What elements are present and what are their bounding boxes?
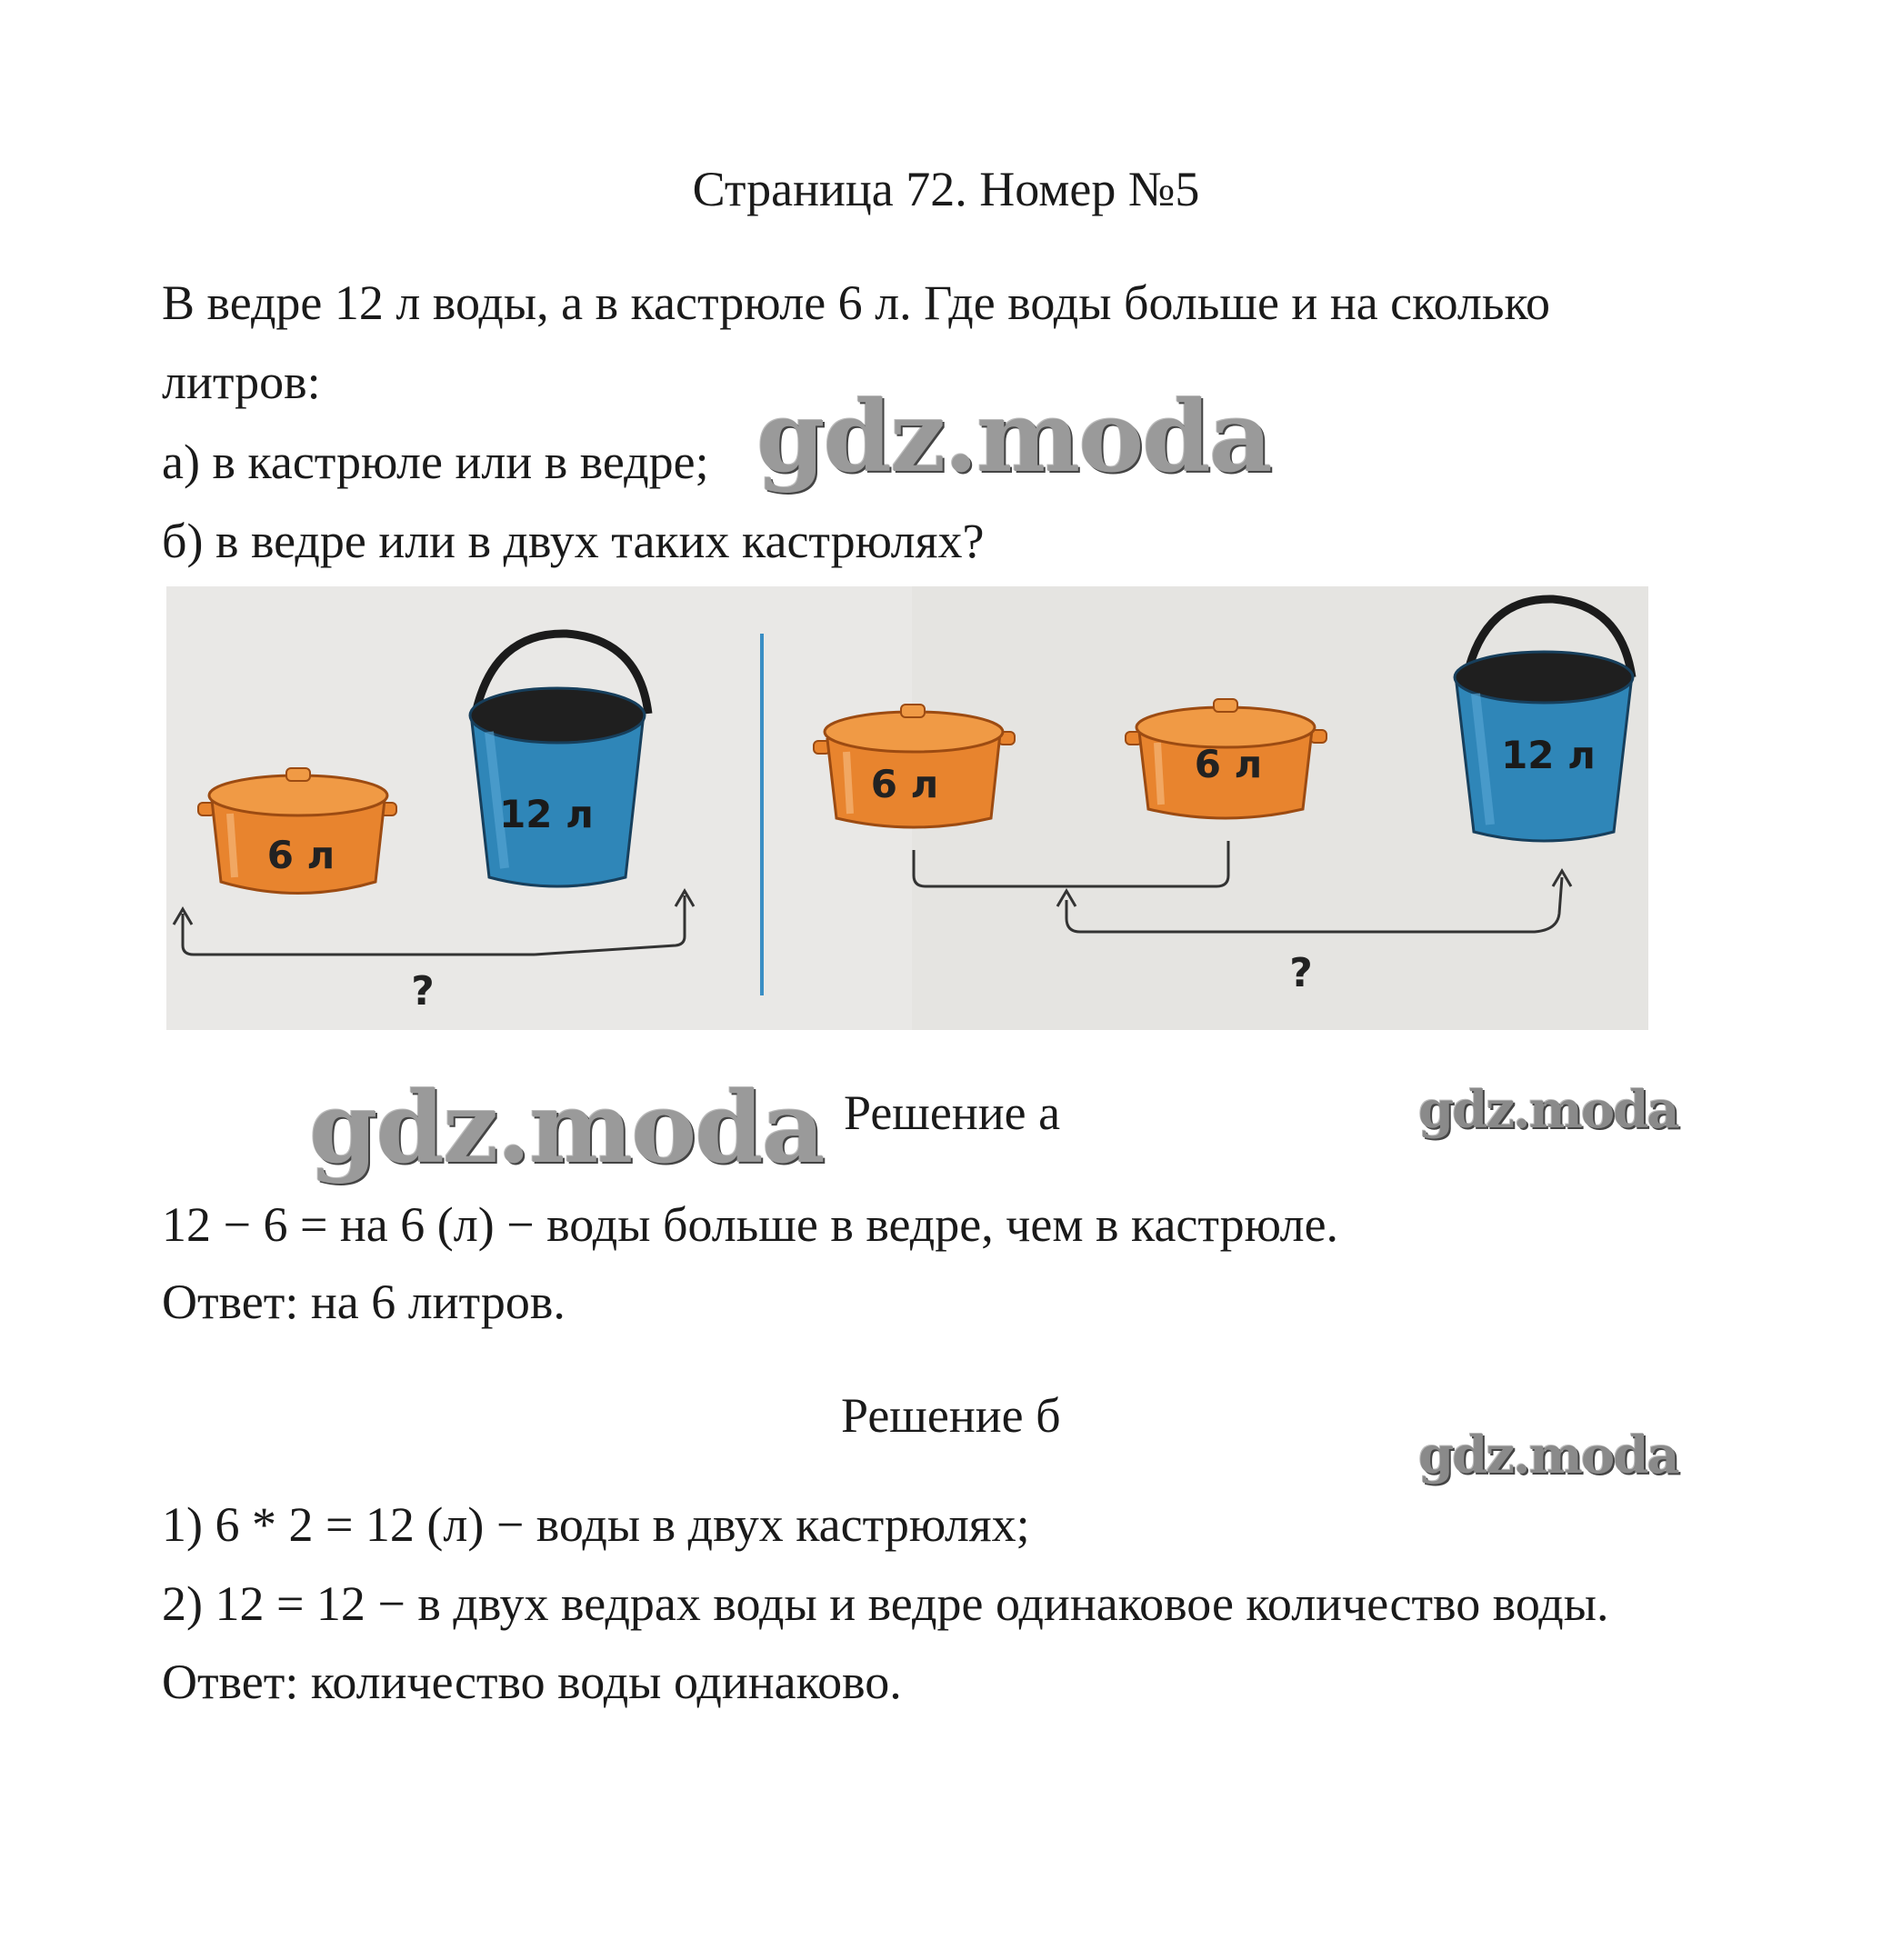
watermark-logo: gdz.moda — [309, 1071, 824, 1185]
left-question: ? — [411, 968, 435, 1015]
left-pot-label: 6 л — [266, 833, 335, 877]
right-question: ? — [1289, 950, 1313, 996]
solution-a-heading: Решение а — [844, 1085, 1061, 1140]
solution-a-line-1: 12 − 6 = на 6 (л) − воды больше в ведре, чем в кастрюле. — [162, 1197, 1339, 1252]
page-title: Страница 72. Номер №5 — [692, 162, 1200, 216]
right-pot-1-label: 6 л — [870, 762, 939, 806]
right-bucket-label: 12 л — [1501, 733, 1596, 777]
solution-b-answer: Ответ: количество воды одинаково. — [162, 1655, 902, 1709]
right-pot-2-label: 6 л — [1194, 742, 1263, 786]
watermark-logo: gdz.moda — [1418, 1080, 1678, 1140]
solution-b-line-2: 2) 12 = 12 − в двух ведрах воды и ведре одинаковое количество воды. — [162, 1576, 1609, 1631]
task-line-4: б) в ведре или в двух таких кастрюлях? — [162, 514, 985, 568]
task-line-2: литров: — [162, 355, 321, 409]
solution-b-line-1: 1) 6 * 2 = 12 (л) − воды в двух кастрюлях; — [162, 1497, 1030, 1552]
task-illustration — [166, 586, 1648, 1030]
task-line-3: а) в кастрюле или в ведре; — [162, 435, 709, 489]
left-bucket-label: 12 л — [499, 792, 594, 836]
solution-b-heading: Решение б — [841, 1388, 1061, 1443]
illustration-svg — [166, 586, 1648, 1030]
solution-a-answer: Ответ: на 6 литров. — [162, 1275, 566, 1329]
watermark-logo: gdz.moda — [756, 380, 1271, 495]
watermark-logo: gdz.moda — [1418, 1425, 1678, 1485]
task-line-1: В ведре 12 л воды, а в кастрюле 6 л. Где воды больше и на сколько — [162, 275, 1551, 330]
